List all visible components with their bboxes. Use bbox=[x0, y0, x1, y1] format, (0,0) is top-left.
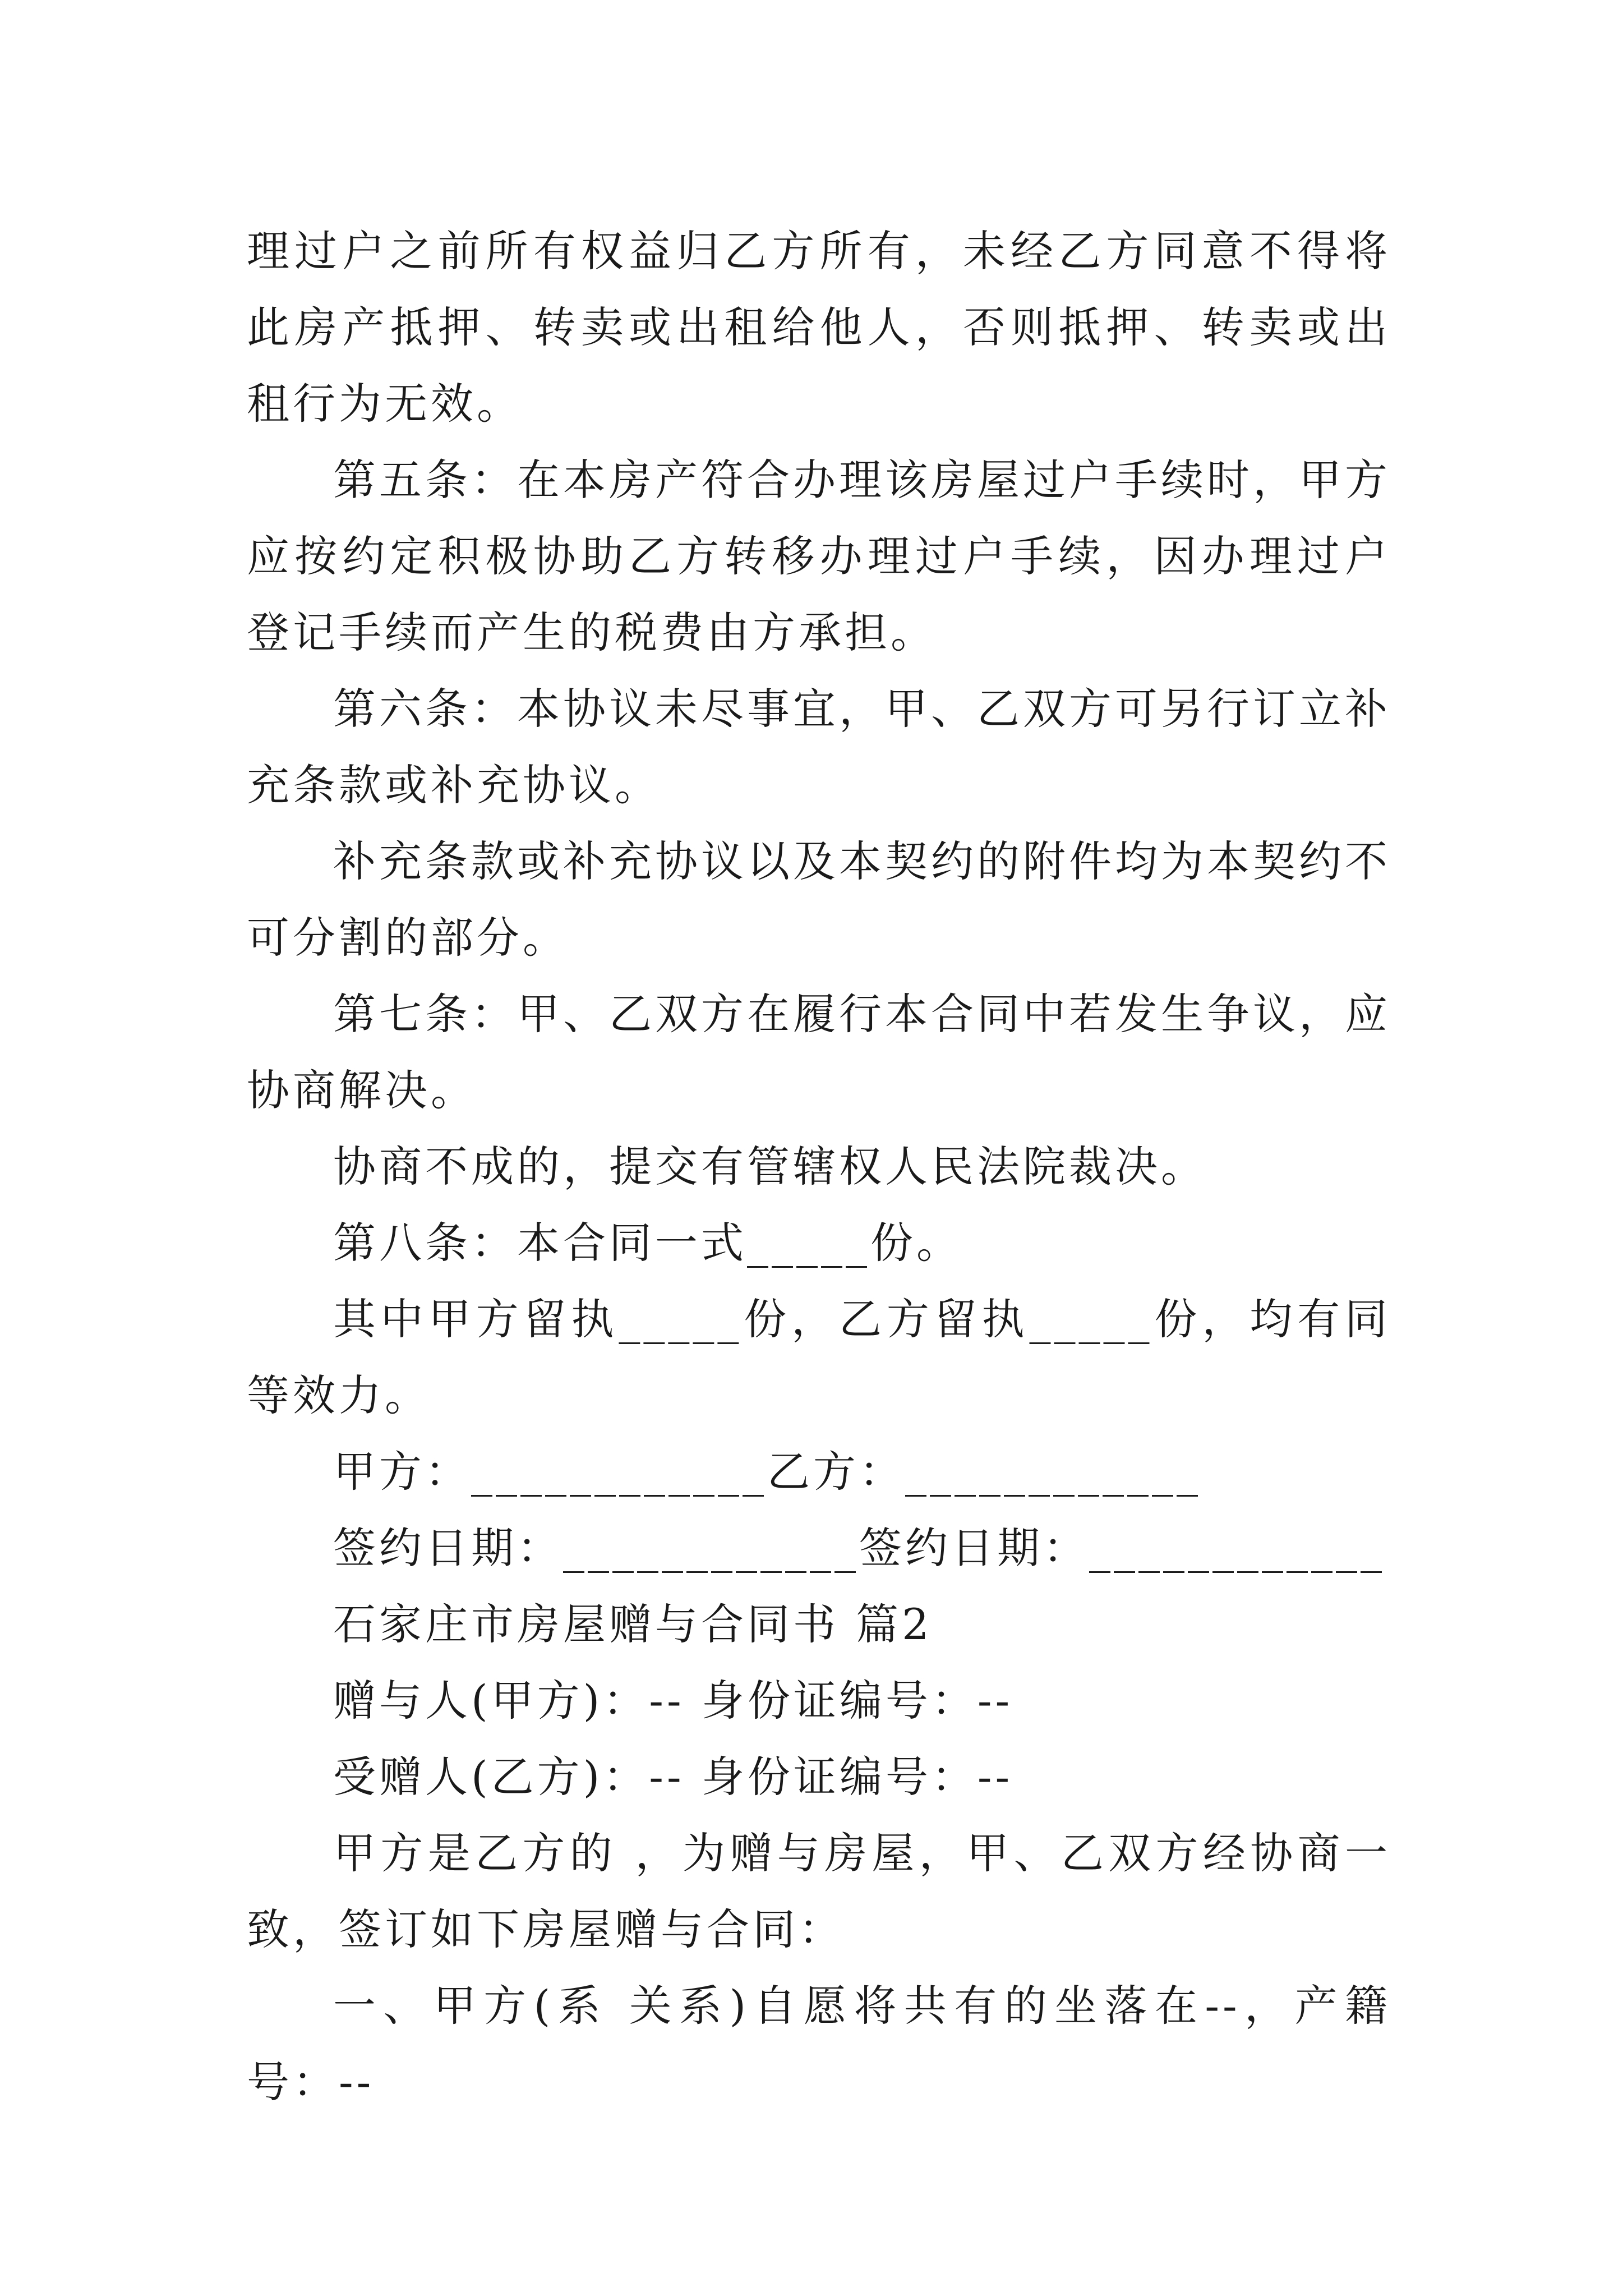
donee-line: 受赠人(乙方)：-- 身份证编号：-- bbox=[333, 1752, 1013, 1802]
paragraph-article-7: 第七条：甲、乙双方在履行本合同中若发生争议，应协商解决。 bbox=[247, 989, 1391, 1115]
paragraph-1: 理过户之前所有权益归乙方所有，未经乙方同意不得将此房产抵押、转卖或出租给他人，否则抵押、转卖或出租行为无效。 bbox=[247, 226, 1391, 429]
paragraph-article-8: 第八条：本合同一式_____份。 bbox=[333, 1218, 962, 1268]
signature-parties-line: 甲方：____________乙方：____________ bbox=[333, 1447, 1201, 1497]
paragraph-article-5: 第五条：在本房产符合办理该房屋过户手续时，甲方应按约定积极协助乙方转移办理过户手续，因办理过户登记手续而产生的税费由方承担。 bbox=[247, 455, 1391, 657]
signature-date-line: 签约日期：____________签约日期：____________ bbox=[333, 1523, 1385, 1573]
paragraph-clause-1: 一、甲方(系 关系)自愿将共有的坐落在--，产籍号：-- bbox=[247, 1981, 1391, 2107]
paragraph-article-6: 第六条：本协议未尽事宜，甲、乙双方可另行订立补充条款或补充协议。 bbox=[247, 684, 1391, 810]
section-title-2: 石家庄市房屋赠与合同书 篇2 bbox=[333, 1599, 933, 1649]
document-body bbox=[247, 213, 1391, 2120]
paragraph-copies: 其中甲方留执_____份，乙方留执_____份，均有同等效力。 bbox=[247, 1294, 1391, 1420]
donor-line: 赠与人(甲方)：-- 身份证编号：-- bbox=[333, 1676, 1013, 1726]
paragraph-agreement-intro: 甲方是乙方的 ，为赠与房屋，甲、乙双方经协商一致，签订如下房屋赠与合同： bbox=[247, 1828, 1391, 1954]
paragraph-supplement: 补充条款或补充协议以及本契约的附件均为本契约不可分割的部分。 bbox=[247, 836, 1391, 963]
paragraph-dispute: 协商不成的，提交有管辖权人民法院裁决。 bbox=[333, 1142, 1207, 1191]
